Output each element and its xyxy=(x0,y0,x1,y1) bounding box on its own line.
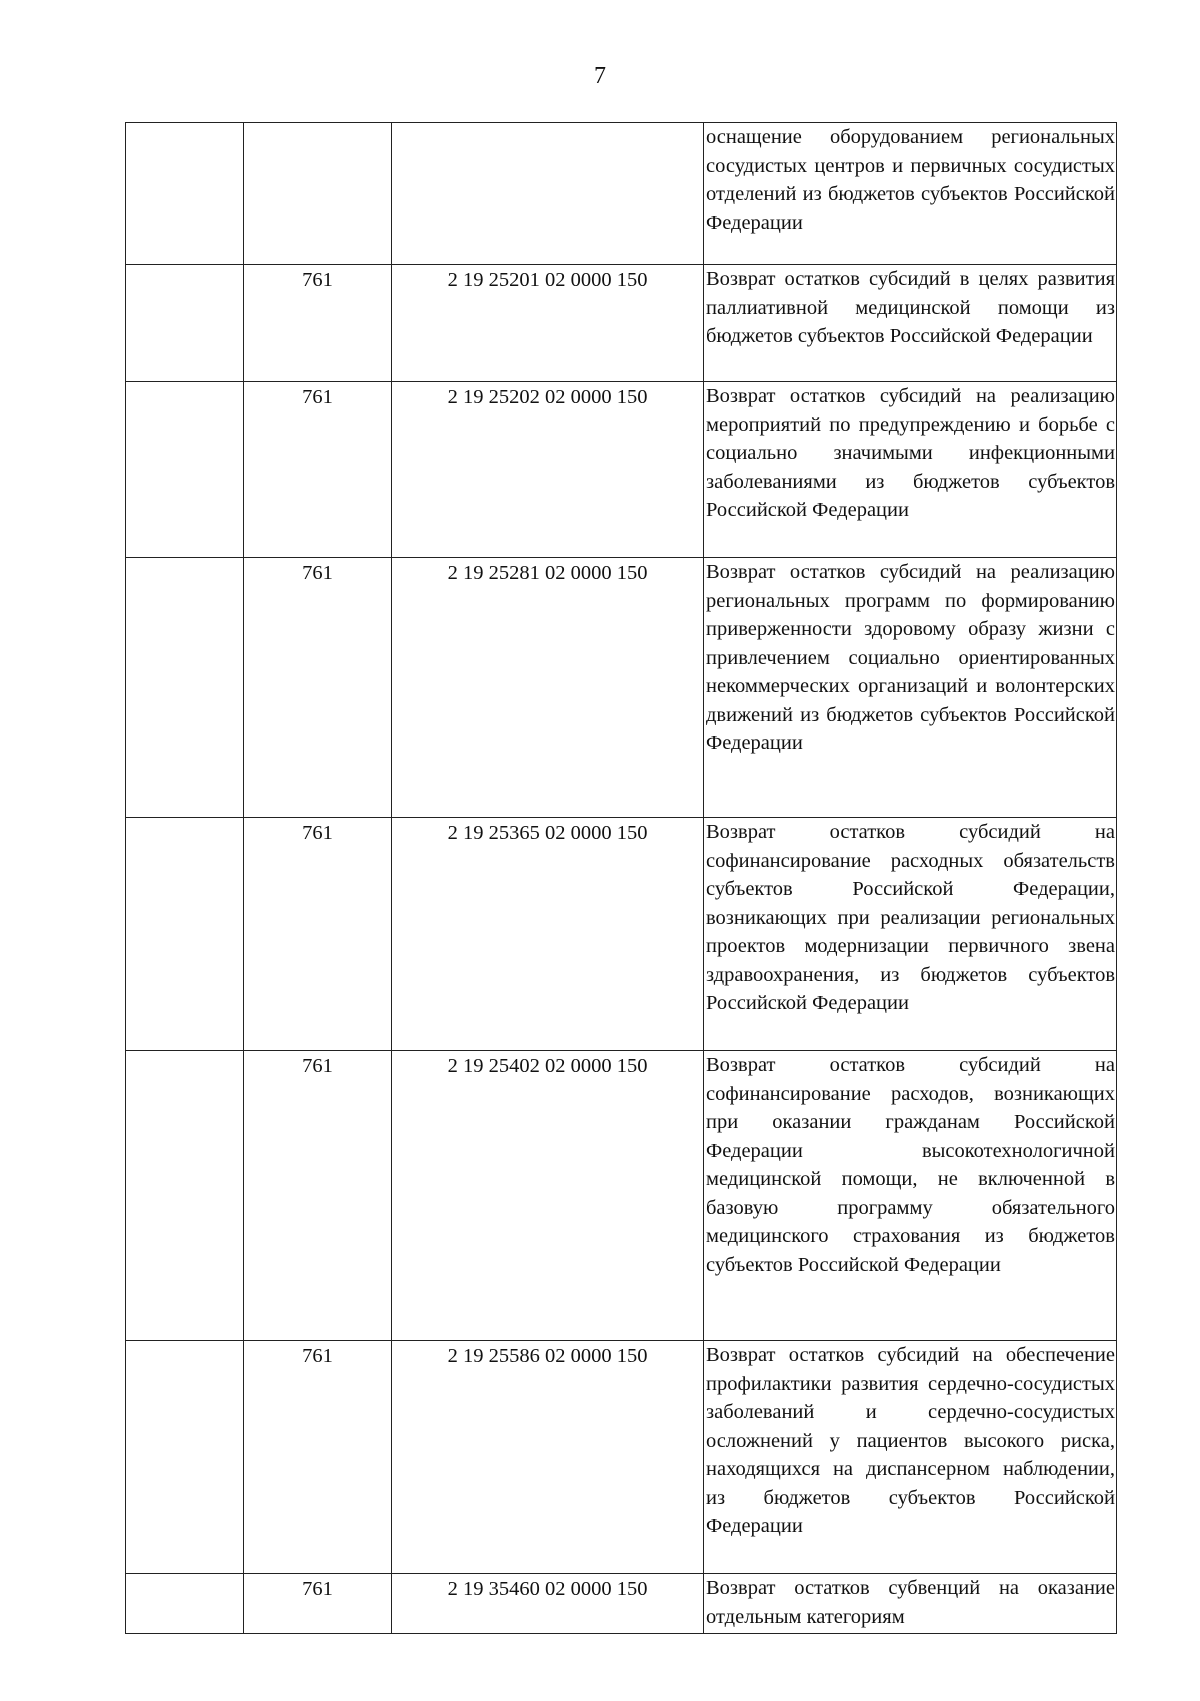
table-row xyxy=(126,818,1117,1051)
budget-code-cell: 2 19 25586 02 0000 150 xyxy=(392,1341,704,1574)
description-text: Возврат остатков субсидий на реализацию региональных программ по формированию приверженности здоровому образу жизни с привлечением социально ориентированных некоммерческих организаций и волонтерских движений из бюджетов субъектов Российской Федерации xyxy=(706,561,1115,754)
admin-code-cell: 761 xyxy=(244,818,392,1051)
empty-cell xyxy=(126,123,244,265)
description-cell xyxy=(704,818,1117,1051)
budget-code-cell: 2 19 25202 02 0000 150 xyxy=(392,382,704,558)
budget-code-cell: 2 19 25201 02 0000 150 xyxy=(392,265,704,382)
table-row xyxy=(126,1051,1117,1341)
admin-code-cell xyxy=(244,123,392,265)
description-cell xyxy=(704,1051,1117,1341)
admin-code-cell: 761 xyxy=(244,382,392,558)
description-cell xyxy=(704,1574,1117,1634)
table-row xyxy=(126,123,1117,265)
empty-cell xyxy=(126,265,244,382)
budget-code-cell: 2 19 25281 02 0000 150 xyxy=(392,558,704,818)
table-row xyxy=(126,1341,1117,1574)
budget-code-cell: 2 19 35460 02 0000 150 xyxy=(392,1574,704,1634)
description-text: Возврат остатков субсидий на реализацию мероприятий по предупреждению и борьбе с социально значимыми инфекционными заболеваниями из бюджетов субъектов Российской Федерации xyxy=(706,385,1115,521)
budget-code-cell: 2 19 25402 02 0000 150 xyxy=(392,1051,704,1341)
budget-codes-table xyxy=(125,122,1117,1634)
admin-code-cell: 761 xyxy=(244,265,392,382)
description-text: Возврат остатков субвенций на оказание отдельным категориям xyxy=(706,1577,1115,1628)
table-row xyxy=(126,1574,1117,1634)
admin-code-cell: 761 xyxy=(244,1341,392,1574)
description-cell xyxy=(704,123,1117,265)
empty-cell xyxy=(126,558,244,818)
empty-cell xyxy=(126,1574,244,1634)
table-row xyxy=(126,265,1117,382)
description-text: оснащение оборудованием региональных сосудистых центров и первичных сосудистых отделений из бюджетов субъектов Российской Федерации xyxy=(706,126,1115,234)
admin-code-cell: 761 xyxy=(244,1574,392,1634)
table-row xyxy=(126,558,1117,818)
empty-cell xyxy=(126,382,244,558)
description-text: Возврат остатков субсидий на обеспечение профилактики развития сердечно-сосудистых заболеваний и сердечно-сосудистых осложнений у пациентов высокого риска, находящихся на диспансерном наблюдении, из бюджетов субъектов Российской Федерации xyxy=(706,1344,1115,1537)
description-text: Возврат остатков субсидий на софинансирование расходных обязательств субъектов Российской Федерации, возникающих при реализации региональных проектов модернизации первичного звена здравоохранения, из бюджетов субъектов Российской Федерации xyxy=(706,821,1115,1014)
admin-code-cell: 761 xyxy=(244,558,392,818)
table-row xyxy=(126,382,1117,558)
budget-code-cell: 2 19 25365 02 0000 150 xyxy=(392,818,704,1051)
budget-code-cell xyxy=(392,123,704,265)
description-cell xyxy=(704,382,1117,558)
empty-cell xyxy=(126,1051,244,1341)
description-cell xyxy=(704,265,1117,382)
admin-code-cell: 761 xyxy=(244,1051,392,1341)
empty-cell xyxy=(126,1341,244,1574)
description-text: Возврат остатков субсидий в целях развития паллиативной медицинской помощи из бюджетов субъектов Российской Федерации xyxy=(706,268,1115,347)
description-cell xyxy=(704,1341,1117,1574)
description-cell xyxy=(704,558,1117,818)
empty-cell xyxy=(126,818,244,1051)
description-text: Возврат остатков субсидий на софинансирование расходов, возникающих при оказании гражданам Российской Федерации высокотехнологичной медицинской помощи, не включенной в базовую программу обязательного медицинского страхования из бюджетов субъектов Российской Федерации xyxy=(706,1054,1115,1276)
page-number: 7 xyxy=(594,63,606,89)
